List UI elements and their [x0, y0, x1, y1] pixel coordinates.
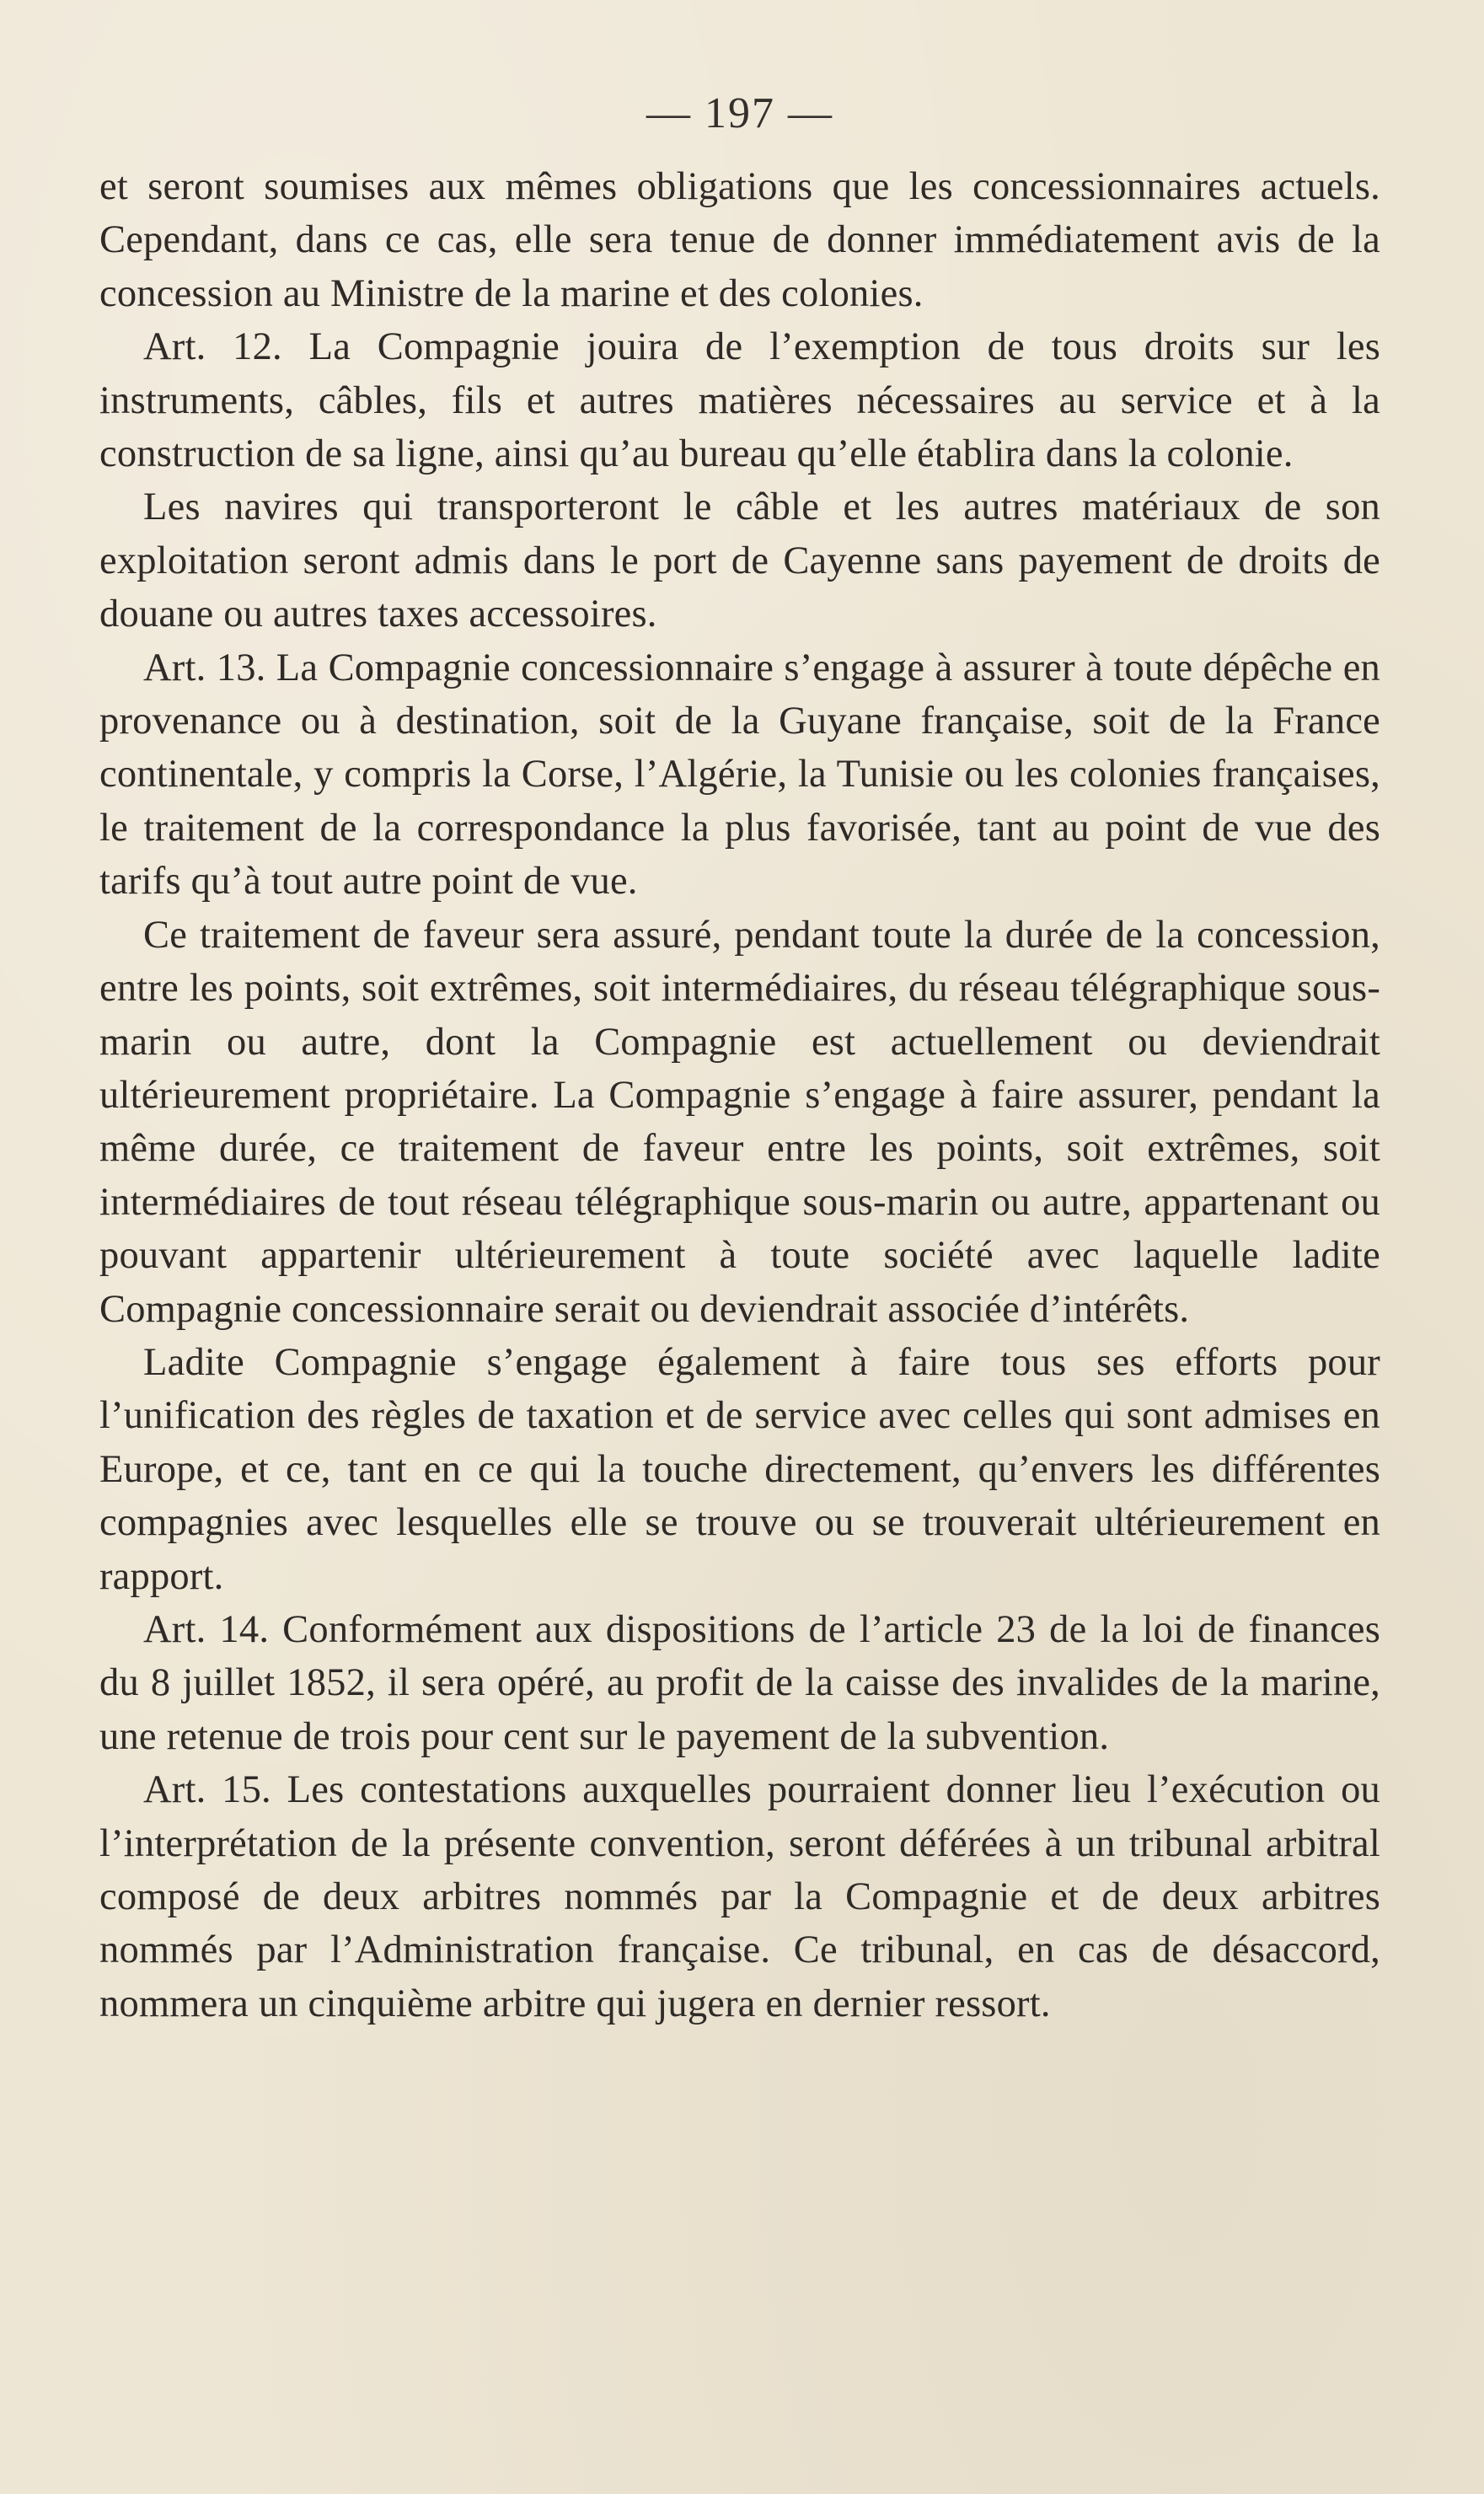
page-number: — 197 —	[646, 89, 833, 137]
paragraph-unification: Ladite Compagnie s’engage également à faire tous ses efforts pour l’unification des règles de taxation et de service avec celles qui sont admises en Europe, et ce, tant en ce qui la touche directement, qu’envers les différentes compagnies avec lesquelles elle se trouve ou se trouverait ultérieurement en rapport.	[99, 1340, 1380, 1598]
paragraph-article-13: Art. 13. La Compagnie concessionnaire s’engage à assurer à toute dépêche en provenance ou à destination, soit de la Guyane française, soit de la France continentale, y compris la Corse, l’Algérie, la Tunisie ou les colonies françaises, le traitement de la correspondance la plus favorisée, tant au point de vue des tarifs qu’à tout autre point de vue.	[99, 646, 1380, 904]
paragraph-favorable-treatment: Ce traitement de faveur sera assuré, pendant toute la durée de la concession, entre les points, soit extrêmes, soit intermédiaires, du réseau télégraphique sous-marin ou autre, dont la Compagnie est actuellement ou deviendrait ultérieurement propriétaire. La Compagnie s’engage à faire assurer, pendant la même durée, ce traitement de faveur entre les points, soit extrêmes, soit intermédiaires de tout réseau télégraphique sous-marin ou autre, appartenant ou pouvant appartenir ultérieurement à toute société avec laquelle ladite Compagnie concessionnaire serait ou deviendrait associée d’intérêts.	[99, 913, 1380, 1331]
text-block	[99, 84, 1380, 2030]
paragraph-continuation: et seront soumises aux mêmes obligations que les concessionnaires actuels. Cependant, dans ce cas, elle sera tenue de donner immédiatement avis de la concession au Ministre de la marine et des colonies.	[99, 165, 1380, 315]
paragraph-article-15: Art. 15. Les contestations auxquelles pourraient donner lieu l’exécution ou l’interprétation de la présente convention, seront déférées à un tribunal arbitral composé de deux arbitres nommés par la Compagnie et de deux arbitres nommés par l’Administration française. Ce tribunal, en cas de désaccord, nommera un cinquième arbitre qui jugera en dernier ressort.	[99, 1768, 1380, 2025]
paragraph-article-14: Art. 14. Conformément aux dispositions de l’article 23 de la loi de finances du 8 juillet 1852, il sera opéré, au profit de la caisse des invalides de la marine, une retenue de trois pour cent sur le payement de la subvention.	[99, 1607, 1380, 1758]
paragraph-ships-customs: Les navires qui transporteront le câble et les autres matériaux de son exploitation seront admis dans le port de Cayenne sans payement de droits de douane ou autres taxes accessoires.	[99, 485, 1380, 636]
paragraph-article-12: Art. 12. La Compagnie jouira de l’exemption de tous droits sur les instruments, câbles, fils et autres matières nécessaires au service et à la construction de sa ligne, ainsi qu’au bureau qu’elle établira dans la colonie.	[99, 325, 1380, 476]
